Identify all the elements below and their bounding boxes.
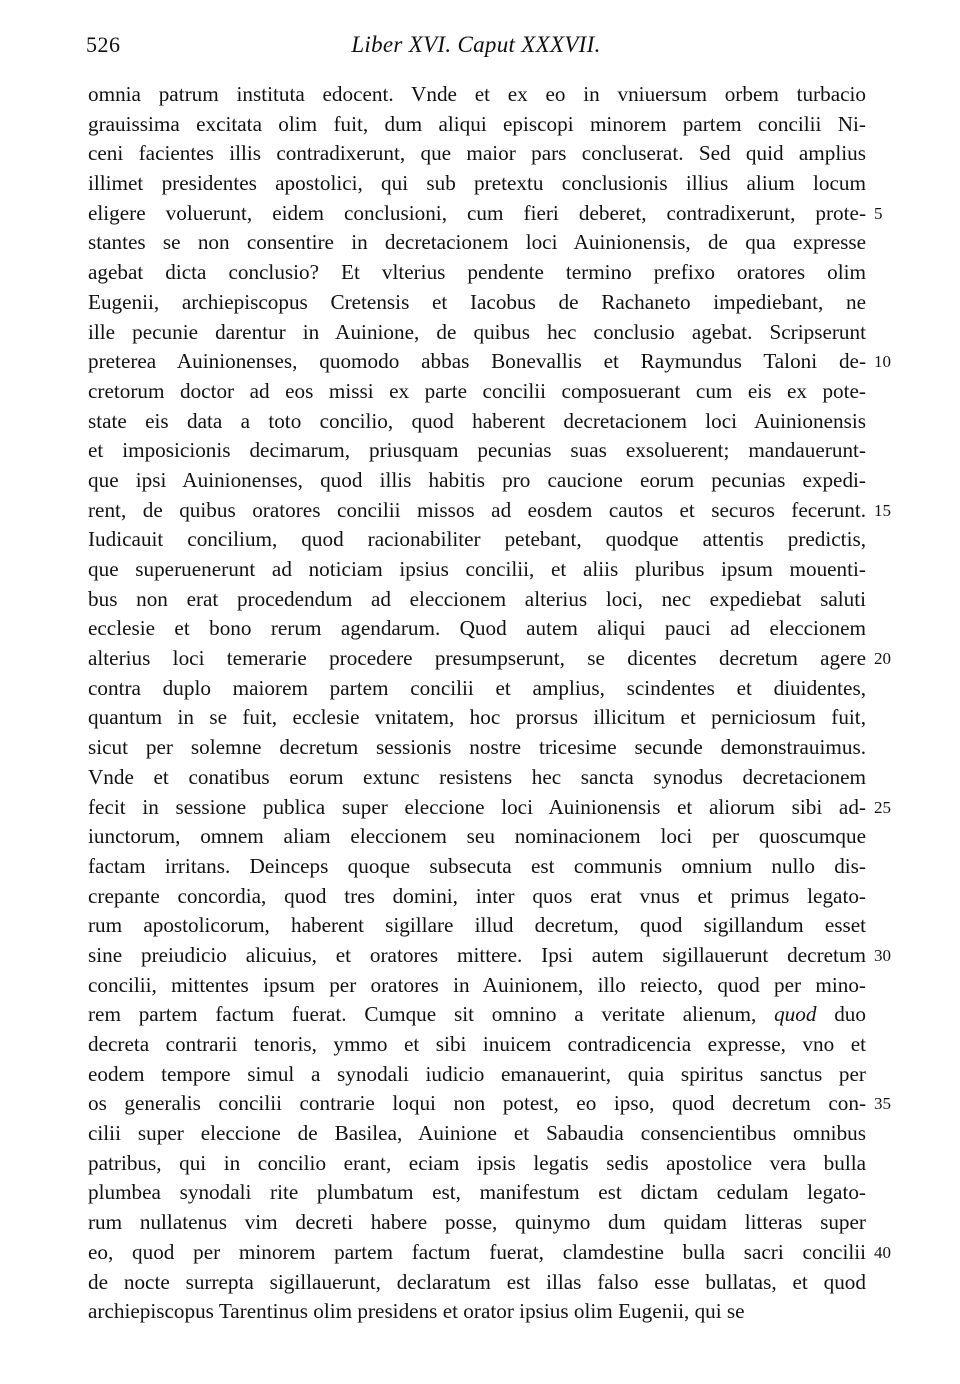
text-line — [88, 1178, 866, 1208]
line-text: bus non erat procedendum ad eleccionem alterius loci, nec expediebat saluti — [88, 586, 866, 611]
italic-word: quod — [774, 1002, 817, 1027]
text-line — [88, 199, 883, 229]
text-line — [88, 496, 891, 526]
text-line — [88, 971, 866, 1001]
line-text: cretorum doctor ad eos missi ex parte concilii composuerant cum eis ex pote- — [88, 378, 866, 403]
line-text: illimet presidentes apostolici, qui sub pretextu conclusionis illius alium locum — [88, 171, 866, 196]
running-head: Liber XVI. Caput XXXVII. — [351, 32, 601, 57]
line-text: rum nullatenus vim decreti habere posse, quinymo dum quidam litteras super — [88, 1210, 866, 1235]
text-line — [88, 1119, 866, 1149]
text-line — [88, 644, 891, 674]
text-line — [88, 793, 891, 823]
line-text: que ipsi Auinionenses, quod illis habitis pro caucione eorum pecunias expedi- — [88, 467, 866, 492]
text-line — [88, 1238, 891, 1268]
line-text: eodem tempore simul a synodali iudicio emanauerint, quia spiritus sanctus per — [88, 1061, 866, 1086]
line-text: preterea Auinionenses, quomodo abbas Bonevallis et Raymundus Taloni de- — [88, 349, 866, 374]
text-line — [88, 911, 866, 941]
text-line — [88, 1268, 866, 1298]
text-line — [88, 1208, 866, 1238]
line-text: Vnde et conatibus eorum extunc resistens hec sancta synodus decretacionem — [88, 764, 866, 789]
text-line — [88, 1149, 866, 1179]
line-text: rent, de quibus oratores concilii missos ad eosdem cautos et securos fecerunt. — [88, 497, 866, 522]
line-number: 5 — [874, 203, 883, 223]
text-line — [88, 674, 866, 704]
line-text: sicut per solemne decretum sessionis nostre tricesime secunde demonstrauimus. — [88, 735, 866, 760]
line-text: que superuenerunt ad noticiam ipsius concilii, et aliis pluribus ipsum mouenti- — [88, 557, 866, 581]
line-text: alterius loci temerarie procedere presumpserunt, se dicentes decretum agere — [88, 646, 866, 671]
text-line — [88, 1030, 866, 1060]
line-number: 40 — [874, 1242, 891, 1262]
body-text — [88, 80, 891, 1327]
line-text: ecclesie et bono rerum agendarum. Quod autem aliqui pauci ad eleccionem — [88, 616, 866, 641]
line-number: 25 — [874, 797, 891, 817]
line-text: ille pecunie darentur in Auinione, de quibus hec conclusio agebat. Scripserunt — [88, 319, 866, 344]
line-text: concilii, mittentes ipsum per oratores in Auinionem, illo reiecto, quod per mino- — [88, 972, 866, 997]
line-text: Eugenii, archiepiscopus Cretensis et Iacobus de Rachaneto impediebant, ne — [88, 289, 866, 314]
line-text: eligere voluerunt, eidem conclusioni, cum fieri deberet, contradixerunt, prote- — [88, 200, 866, 225]
line-text: fecit in sessione publica super eleccione loci Auinionensis et aliorum sibi ad- — [88, 794, 866, 819]
text-line — [88, 347, 891, 377]
line-text: contra duplo maiorem partem concilii et amplius, scindentes et diuidentes, — [88, 675, 866, 700]
text-segment: duo — [816, 1002, 866, 1027]
text-line — [88, 407, 866, 437]
line-number: 15 — [874, 500, 891, 520]
text-line — [88, 1297, 866, 1327]
text-line — [88, 258, 866, 288]
line-text: factam irritans. Deinceps quoque subsecuta est communis omnium nullo dis- — [88, 853, 866, 878]
line-text: stantes se non consentire in decretacionem loci Auinionensis, de qua expresse — [88, 230, 866, 255]
line-text: os generalis concilii contrarie loqui non potest, eo ipso, quod decretum con- — [88, 1091, 866, 1116]
text-segment: rem partem factum fuerat. Cumque sit omnino a veritate alienum, — [88, 1002, 775, 1027]
text-line — [88, 1060, 866, 1090]
text-line — [88, 466, 866, 496]
line-text: de nocte surrepta sigillauerunt, declaratum est illas falso esse bullatas, et quod — [88, 1269, 866, 1294]
text-line — [88, 288, 866, 318]
line-text: agebat dicta conclusio? Et vlterius pendente termino prefixo oratores olim — [88, 260, 866, 285]
line-text: quantum in se fuit, ecclesie vnitatem, hoc prorsus illicitum et perniciosum fuit, — [88, 705, 866, 730]
text-line — [88, 852, 866, 882]
text-line — [88, 110, 866, 140]
line-text: omnia patrum instituta edocent. Vnde et ex eo in vniuersum orbem turbacio — [88, 82, 866, 106]
text-line — [88, 763, 866, 793]
line-text: state eis data a toto concilio, quod haberent decretacionem loci Auinionensis — [88, 408, 866, 433]
line-text: decreta contrarii tenoris, ymmo et sibi inuicem contradicencia expresse, vno et — [88, 1032, 866, 1056]
line-text: archiepiscopus Tarentinus olim presidens et orator ipsius olim Eugenii, qui se — [88, 1299, 745, 1324]
text-line — [88, 941, 891, 971]
text-line — [88, 169, 866, 199]
text-line — [88, 377, 866, 407]
text-line — [88, 525, 866, 555]
line-number: 10 — [874, 352, 891, 372]
text-line — [88, 882, 866, 912]
line-text: et imposicionis decimarum, priusquam pecunias suas exsoluerent; mandauerunt- — [88, 438, 866, 463]
text-line — [88, 1000, 866, 1030]
line-text: cilii super eleccione de Basilea, Auinione et Sabaudia consencientibus omnibus — [88, 1121, 866, 1146]
text-line — [88, 733, 866, 763]
line-text: patribus, qui in concilio erant, eciam ipsis legatis sedis apostolice vera bulla — [88, 1150, 866, 1175]
line-text: iunctorum, omnem aliam eleccionem seu nominacionem loci per quoscumque — [88, 824, 866, 849]
page-header — [86, 32, 866, 62]
line-text: eo, quod per minorem partem factum fuerat, clamdestine bulla sacri concilii — [88, 1239, 866, 1264]
text-line — [88, 585, 866, 615]
line-number: 30 — [874, 945, 891, 965]
line-text: ceni facientes illis contradixerunt, que maior pars concluserat. Sed quid amplius — [88, 141, 866, 166]
line-number: 20 — [874, 649, 891, 669]
line-text: plumbea synodali rite plumbatum est, manifestum est dictam cedulam legato- — [88, 1180, 866, 1205]
text-line — [88, 228, 866, 258]
line-text: Iudicauit concilium, quod racionabiliter petebant, quodque attentis predictis, — [88, 527, 866, 552]
text-line — [88, 139, 866, 169]
text-line — [88, 614, 866, 644]
line-text: sine preiudicio alicuius, et oratores mittere. Ipsi autem sigillauerunt decretum — [88, 942, 866, 967]
text-line — [88, 80, 866, 110]
line-text: crepante concordia, quod tres domini, inter quos erat vnus et primus legato- — [88, 883, 866, 908]
line-text: grauissima excitata olim fuit, dum aliqui episcopi minorem partem concilii Ni- — [88, 111, 866, 136]
line-number: 35 — [874, 1094, 891, 1114]
text-line — [88, 436, 866, 466]
page-number: 526 — [86, 32, 121, 57]
text-line — [88, 555, 866, 585]
text-line — [88, 703, 866, 733]
text-line — [88, 318, 866, 348]
text-line — [88, 822, 866, 852]
text-line — [88, 1089, 891, 1119]
line-text: rum apostolicorum, haberent sigillare illud decretum, quod sigillandum esset — [88, 913, 866, 938]
